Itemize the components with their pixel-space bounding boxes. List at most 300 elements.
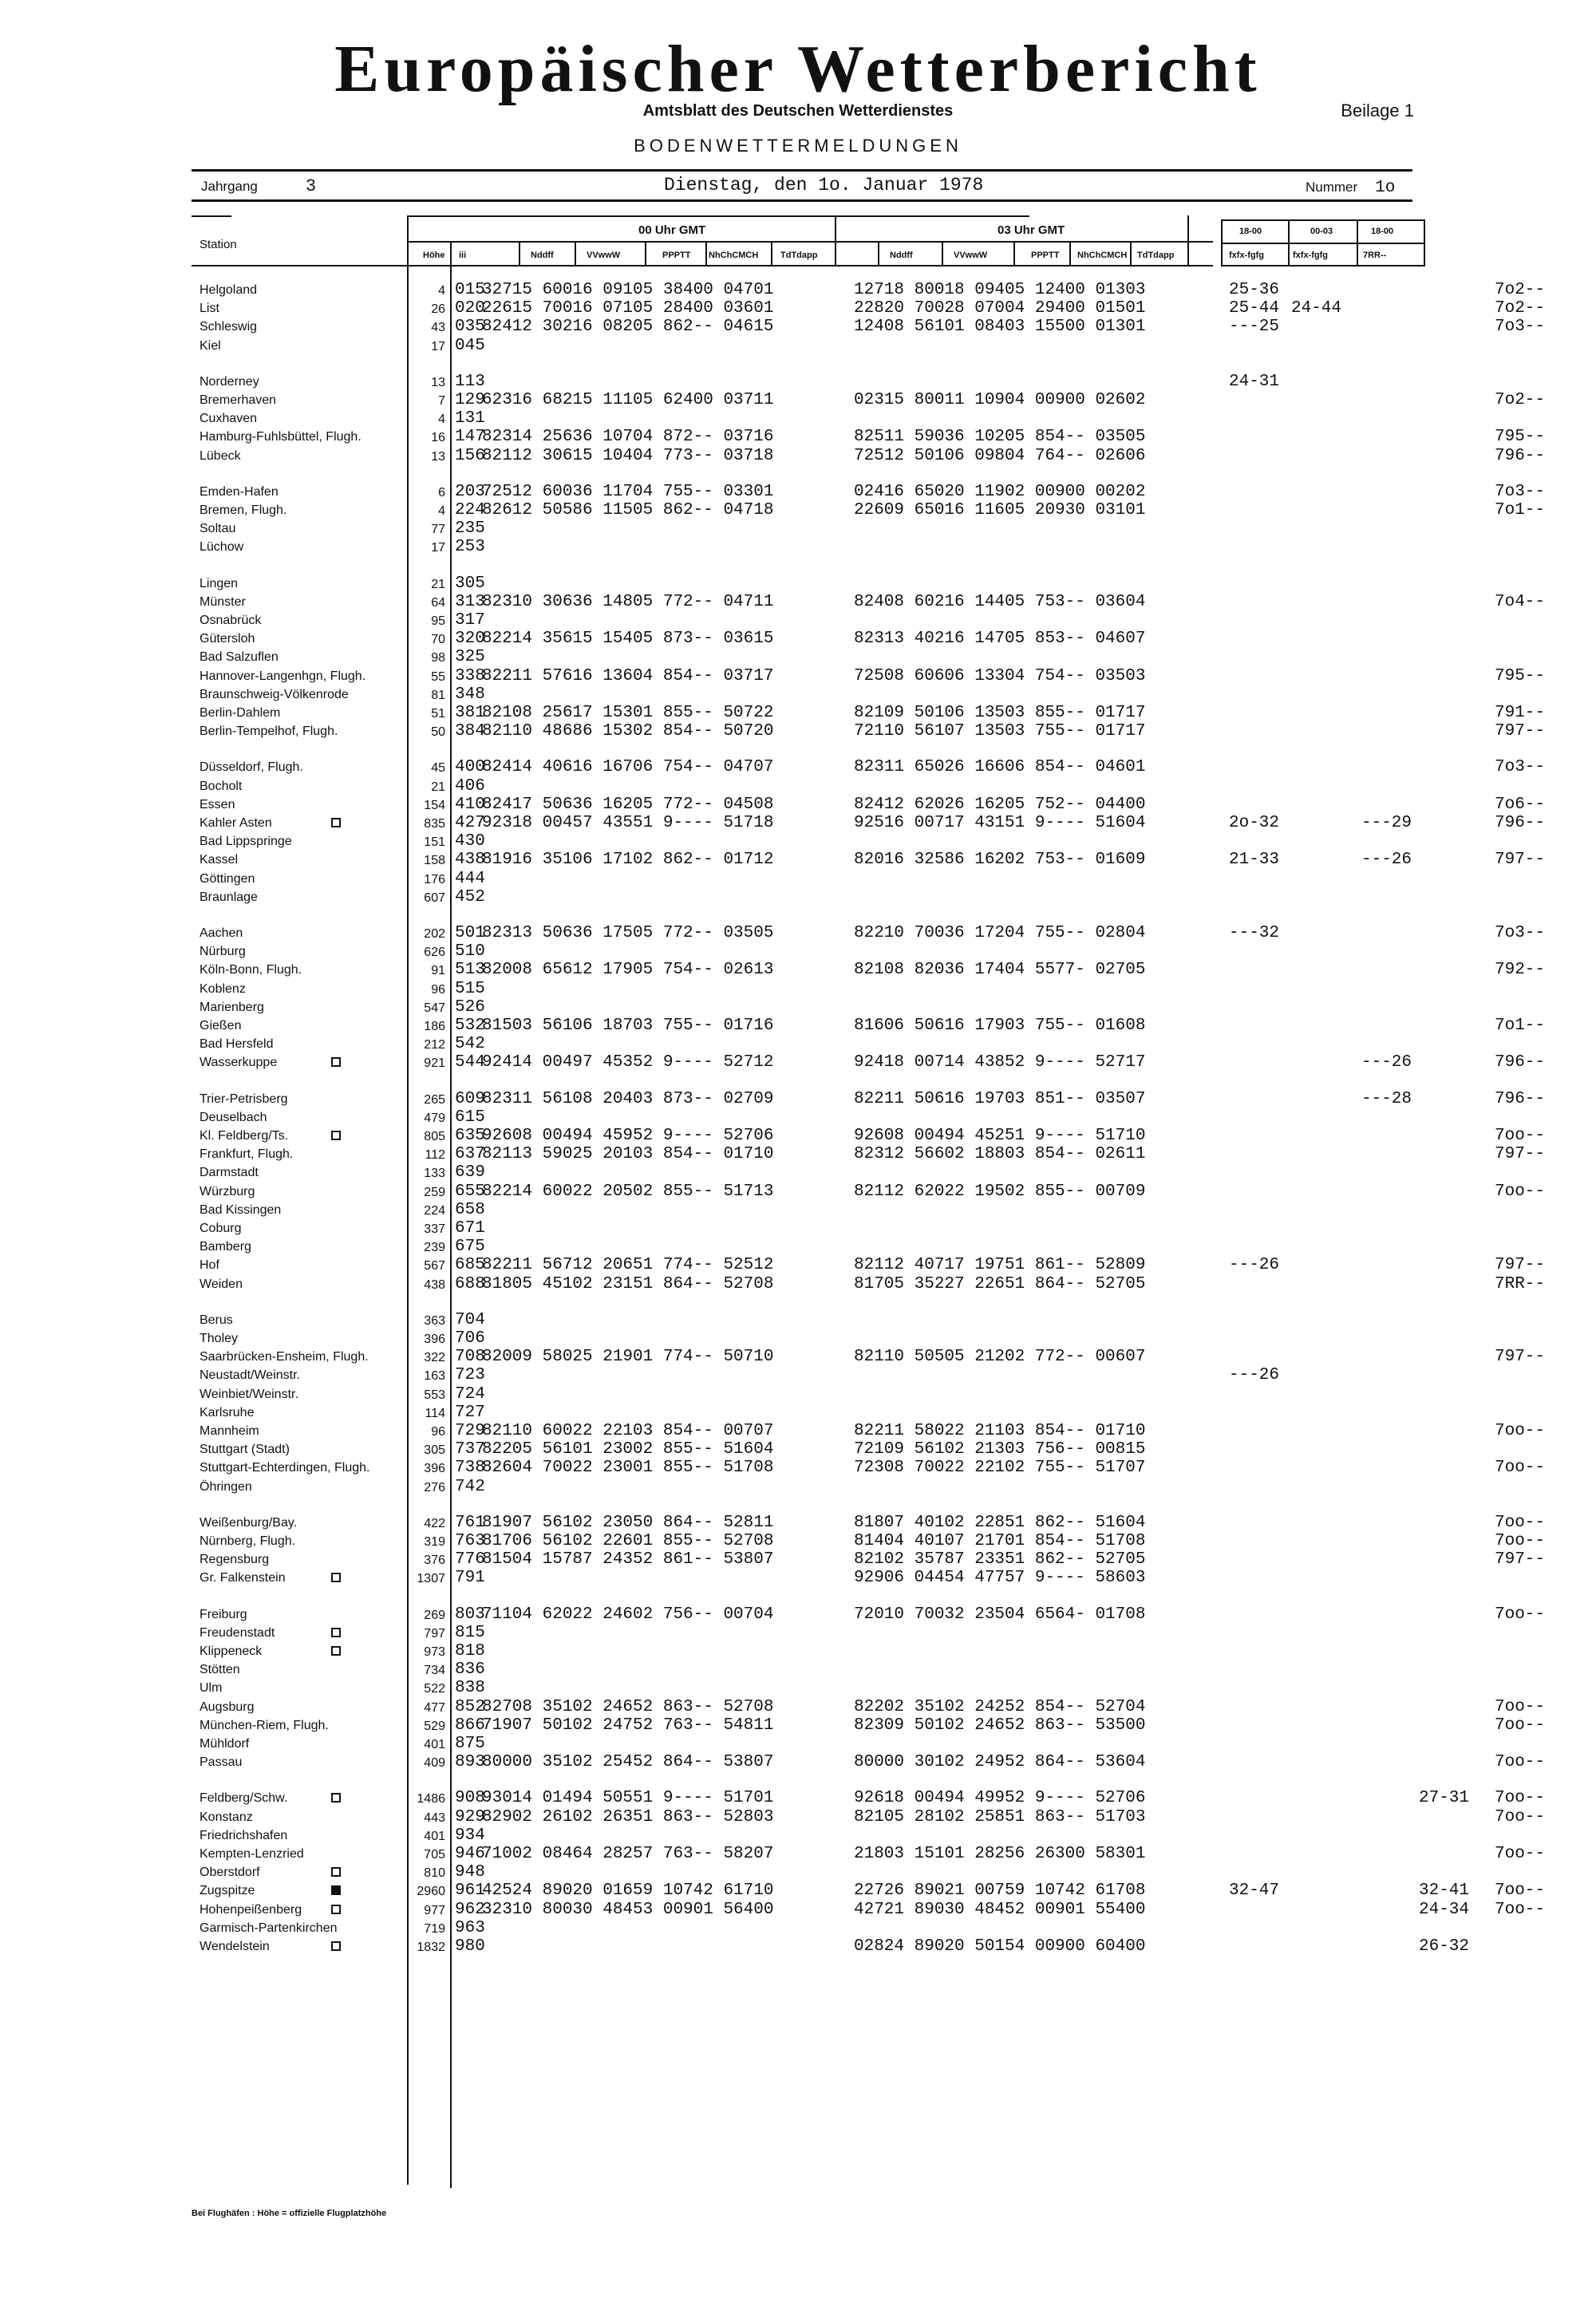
precip-group: 7oo-- xyxy=(1495,1753,1546,1772)
table-row xyxy=(192,777,1596,796)
square-icon xyxy=(331,1793,341,1802)
obs-00-gmt: 92608 00494 45952 9---- 52706 xyxy=(482,1127,774,1145)
col-x2: 00-03 xyxy=(1310,227,1333,236)
station-height: 154 xyxy=(424,798,445,812)
table-rule xyxy=(192,215,231,217)
table-row xyxy=(192,648,1596,666)
station-index: 513 xyxy=(455,961,485,980)
obs-00-gmt: 82214 60022 20502 855-- 51713 xyxy=(482,1182,774,1201)
table-row xyxy=(192,1789,1596,1807)
station-index: 235 xyxy=(455,519,485,539)
table-row xyxy=(192,1624,1596,1642)
table-row xyxy=(192,832,1596,851)
station-name: Koblenz xyxy=(200,981,246,996)
obs-00-gmt: 80000 35102 25452 864-- 53807 xyxy=(482,1753,774,1772)
obs-03-gmt: 02315 80011 10904 00900 02602 xyxy=(854,391,1146,409)
table-row xyxy=(192,1478,1596,1496)
obs-00-gmt: 71907 50102 24752 763-- 54811 xyxy=(482,1716,774,1735)
table-row xyxy=(192,1329,1596,1348)
table-row xyxy=(192,1660,1596,1679)
station-height: 422 xyxy=(424,1516,445,1530)
col-x1b: fxfx-fgfg xyxy=(1229,251,1264,260)
table-row xyxy=(192,1550,1596,1569)
station-index: 035 xyxy=(455,318,485,337)
table-row xyxy=(192,1735,1596,1753)
station-height: 322 xyxy=(424,1351,445,1365)
station-height: 607 xyxy=(424,890,445,905)
station-height: 77 xyxy=(431,523,445,537)
table-rule xyxy=(192,265,1213,267)
station-height: 547 xyxy=(424,1001,445,1015)
table-row xyxy=(192,1219,1596,1238)
table-row xyxy=(192,1642,1596,1660)
col-00-nddff: Nddff xyxy=(531,251,554,260)
table-rule xyxy=(878,241,879,265)
table-row xyxy=(192,1826,1596,1845)
station-name: Stötten xyxy=(200,1663,240,1677)
station-index: 510 xyxy=(455,942,485,961)
precip-group: 7o4-- xyxy=(1495,592,1546,611)
obs-03-gmt: 81807 40102 22851 862-- 51604 xyxy=(854,1513,1146,1532)
station-index: 934 xyxy=(455,1826,485,1845)
station-height: 1307 xyxy=(417,1572,445,1586)
table-row xyxy=(192,1716,1596,1735)
table-row xyxy=(192,447,1596,465)
precip-group: 797-- xyxy=(1495,722,1546,741)
table-row xyxy=(192,942,1596,961)
precip-group: 7oo-- xyxy=(1495,1127,1546,1145)
station-height: 973 xyxy=(424,1645,445,1659)
obs-00-gmt: 82112 30615 10404 773-- 03718 xyxy=(482,446,774,465)
header-rule-bottom xyxy=(192,199,1412,202)
table-rule xyxy=(1288,219,1290,265)
station-index: 929 xyxy=(455,1807,485,1826)
table-rule xyxy=(771,241,772,265)
station-name: Gütersloh xyxy=(200,632,255,646)
station-index: 761 xyxy=(455,1513,485,1532)
station-index: 639 xyxy=(455,1163,485,1183)
obs-00-gmt: 82313 50636 17505 772-- 03505 xyxy=(482,924,774,942)
station-name: Düsseldorf, Flugh. xyxy=(200,760,303,775)
table-row xyxy=(192,1163,1596,1182)
station-index: 803 xyxy=(455,1605,485,1624)
table-row xyxy=(192,1569,1596,1587)
station-name: Lüchow xyxy=(200,540,244,555)
station-height: 21 xyxy=(431,780,445,794)
station-index: 400 xyxy=(455,758,485,777)
obs-03-gmt: 82511 59036 10205 854-- 03505 xyxy=(854,428,1146,447)
station-height: 4 xyxy=(438,284,445,298)
obs-00-gmt: 93014 01494 50551 9---- 51701 xyxy=(482,1789,774,1808)
table-row xyxy=(192,1311,1596,1329)
station-name: Berus xyxy=(200,1313,233,1327)
station-name: Braunlage xyxy=(200,890,258,904)
station-name: Cuxhaven xyxy=(200,412,258,426)
station-height: 705 xyxy=(424,1848,445,1862)
square-icon xyxy=(331,1941,341,1951)
station-name: Zugspitze xyxy=(200,1884,255,1898)
station-name: Hannover-Langenhgn, Flugh. xyxy=(200,669,366,683)
station-height: 719 xyxy=(424,1921,445,1936)
table-row xyxy=(192,1919,1596,1937)
table-row xyxy=(192,1035,1596,1053)
precip-group: 7oo-- xyxy=(1495,1513,1546,1532)
station-height: 21 xyxy=(431,577,445,591)
station-name: Münster xyxy=(200,594,246,609)
precip-group: 795-- xyxy=(1495,666,1546,685)
table-row xyxy=(192,980,1596,998)
precip-group: 7oo-- xyxy=(1495,1697,1546,1716)
table-row xyxy=(192,1256,1596,1274)
table-row xyxy=(192,1459,1596,1477)
precip-group: 7oo-- xyxy=(1495,1845,1546,1863)
table-row xyxy=(192,870,1596,888)
station-height: 921 xyxy=(424,1056,445,1071)
station-index: 706 xyxy=(455,1329,485,1348)
table-row xyxy=(192,337,1596,355)
station-index: 317 xyxy=(455,611,485,630)
table-row xyxy=(192,1348,1596,1366)
table-rule xyxy=(1130,241,1132,265)
table-row xyxy=(192,538,1596,556)
col-03-ppptt: PPPTT xyxy=(1031,251,1060,260)
table-row xyxy=(192,1053,1596,1072)
obs-03-gmt: 82105 28102 25851 863-- 51703 xyxy=(854,1807,1146,1826)
nummer-value: 1o xyxy=(1375,179,1396,197)
station-name: Weinbiet/Weinstr. xyxy=(200,1387,298,1401)
station-height: 81 xyxy=(431,688,445,702)
obs-03-gmt: 92418 00714 43852 9---- 52717 xyxy=(854,1053,1146,1072)
station-index: 980 xyxy=(455,1937,485,1956)
obs-03-gmt: 02824 89020 50154 00900 60400 xyxy=(854,1937,1146,1956)
obs-03-gmt: 82211 58022 21103 854-- 01710 xyxy=(854,1422,1146,1440)
precip-group: 7oo-- xyxy=(1495,1900,1546,1919)
obs-03-gmt: 82311 65026 16606 854-- 04601 xyxy=(854,758,1146,777)
obs-03-gmt: 82312 56602 18803 854-- 02611 xyxy=(854,1145,1146,1164)
station-name: Stuttgart-Echterdingen, Flugh. xyxy=(200,1461,370,1475)
station-height: 91 xyxy=(431,964,445,978)
obs-00-gmt: 81503 56106 18703 755-- 01716 xyxy=(482,1017,774,1035)
station-name: Bremerhaven xyxy=(200,393,277,407)
station-name: Bad Salzuflen xyxy=(200,650,279,665)
station-name: Neustadt/Weinstr. xyxy=(200,1368,300,1383)
station-height: 13 xyxy=(431,375,445,389)
station-index: 384 xyxy=(455,722,485,741)
station-index: 729 xyxy=(455,1422,485,1440)
station-index: 852 xyxy=(455,1697,485,1716)
table-row xyxy=(192,428,1596,446)
obs-00-gmt: 82417 50636 16205 772-- 04508 xyxy=(482,795,774,814)
station-height: 1486 xyxy=(417,1792,445,1806)
table-rule xyxy=(575,241,576,265)
precip-group: 7oo-- xyxy=(1495,1459,1546,1478)
station-index: 791 xyxy=(455,1569,485,1588)
station-index: 410 xyxy=(455,795,485,814)
col-03-nddff: Nddff xyxy=(890,251,913,260)
station-height: 443 xyxy=(424,1810,445,1825)
station-name: Essen xyxy=(200,797,235,811)
table-rule xyxy=(705,241,707,265)
station-name: Mühldorf xyxy=(200,1737,250,1751)
obs-00-gmt: 82412 30216 08205 862-- 04615 xyxy=(482,318,774,337)
obs-03-gmt: 82102 35787 23351 862-- 52705 xyxy=(854,1550,1146,1570)
table-row xyxy=(192,998,1596,1017)
station-index: 348 xyxy=(455,685,485,704)
table-row xyxy=(192,611,1596,630)
col-x3b: 7RR-- xyxy=(1363,251,1387,260)
station-height: 797 xyxy=(424,1626,445,1641)
station-name: Göttingen xyxy=(200,871,255,886)
table-row xyxy=(192,1514,1596,1532)
station-index: 427 xyxy=(455,814,485,832)
table-rule xyxy=(407,215,1029,217)
station-height: 553 xyxy=(424,1388,445,1402)
table-row xyxy=(192,1404,1596,1422)
station-height: 276 xyxy=(424,1480,445,1494)
station-height: 438 xyxy=(424,1277,445,1292)
gust-18-00: 24-31 xyxy=(1229,372,1280,391)
station-height: 734 xyxy=(424,1664,445,1678)
obs-00-gmt: 22615 70016 07105 28400 03601 xyxy=(482,299,774,318)
station-height: 396 xyxy=(424,1462,445,1476)
obs-03-gmt: 22820 70028 07004 29400 01501 xyxy=(854,299,1146,318)
table-row xyxy=(192,1863,1596,1881)
obs-03-gmt: 81606 50616 17903 755-- 01608 xyxy=(854,1017,1146,1035)
station-height: 202 xyxy=(424,927,445,941)
station-index: 020 xyxy=(455,299,485,318)
col-00-ppptt: PPPTT xyxy=(662,251,691,260)
col-iii: iii xyxy=(459,251,467,260)
gust-alt: 27-31 xyxy=(1419,1789,1470,1808)
square-icon xyxy=(331,1867,341,1877)
precip-group: 797-- xyxy=(1495,1550,1546,1570)
obs-00-gmt: 81907 56102 23050 864-- 52811 xyxy=(482,1513,774,1532)
table-row xyxy=(192,758,1596,776)
station-index: 738 xyxy=(455,1459,485,1478)
station-height: 17 xyxy=(431,339,445,353)
station-name: Wendelstein xyxy=(200,1940,270,1953)
precip-group: 7oo-- xyxy=(1495,1532,1546,1550)
station-index: 961 xyxy=(455,1881,485,1901)
station-index: 893 xyxy=(455,1753,485,1772)
station-index: 305 xyxy=(455,574,485,593)
obs-00-gmt: 81706 56102 22601 855-- 52708 xyxy=(482,1532,774,1550)
table-row xyxy=(192,299,1596,318)
obs-03-gmt: 81404 40107 21701 854-- 51708 xyxy=(854,1532,1146,1550)
header-rule-top xyxy=(192,169,1412,172)
gust-alt: 26-32 xyxy=(1419,1937,1470,1956)
station-height: 6 xyxy=(438,485,445,499)
station-index: 615 xyxy=(455,1108,485,1127)
table-row xyxy=(192,1017,1596,1035)
obs-00-gmt: 32715 60016 09105 38400 04701 xyxy=(482,281,774,299)
table-row xyxy=(192,1937,1596,1956)
jahrgang-value: 3 xyxy=(305,176,317,196)
station-height: 835 xyxy=(424,817,445,831)
station-name: Lingen xyxy=(200,576,239,590)
precip-group: 7o2-- xyxy=(1495,281,1546,299)
precip-group: 7o1-- xyxy=(1495,501,1546,519)
table-row xyxy=(192,630,1596,648)
station-height: 96 xyxy=(431,1425,445,1439)
jahrgang xyxy=(201,176,316,196)
station-index: 452 xyxy=(455,887,485,906)
table-row xyxy=(192,1881,1596,1900)
col-00-tdtd: TdTdapp xyxy=(780,251,818,260)
station-name: Freiburg xyxy=(200,1607,247,1621)
precip-group: 796-- xyxy=(1495,446,1546,465)
page-title: Europäischer Wetterbericht xyxy=(334,32,1262,106)
obs-00-gmt: 72512 60036 11704 755-- 03301 xyxy=(482,482,774,501)
gust-18-00: ---26 xyxy=(1229,1366,1280,1385)
obs-03-gmt: 80000 30102 24952 864-- 53604 xyxy=(854,1753,1146,1772)
station-height: 977 xyxy=(424,1903,445,1917)
station-name: Emden-Hafen xyxy=(200,484,279,499)
station-index: 688 xyxy=(455,1274,485,1293)
station-height: 55 xyxy=(431,669,445,684)
col-00-nhch: NhChCMCH xyxy=(709,251,759,260)
square-icon xyxy=(331,818,341,827)
precip-group: 795-- xyxy=(1495,428,1546,447)
station-index: 838 xyxy=(455,1679,485,1698)
obs-03-gmt: 72308 70022 22102 755-- 51707 xyxy=(854,1459,1146,1478)
obs-00-gmt: 82110 48686 15302 854-- 50720 xyxy=(482,722,774,741)
station-index: 737 xyxy=(455,1440,485,1459)
obs-03-gmt: 82211 50616 19703 851-- 03507 xyxy=(854,1089,1146,1108)
station-name: Öhringen xyxy=(200,1479,252,1494)
obs-00-gmt: 82311 56108 20403 873-- 02709 xyxy=(482,1089,774,1108)
station-index: 742 xyxy=(455,1477,485,1496)
obs-00-gmt: 81805 45102 23151 864-- 52708 xyxy=(482,1274,774,1293)
station-index: 147 xyxy=(455,428,485,447)
station-index: 253 xyxy=(455,538,485,557)
filled-square-icon xyxy=(331,1885,341,1895)
station-index: 776 xyxy=(455,1550,485,1570)
table-row xyxy=(192,1275,1596,1293)
station-name: Mannheim xyxy=(200,1424,259,1438)
station-height: 409 xyxy=(424,1756,445,1771)
table-row xyxy=(192,519,1596,538)
col-x3: 18-00 xyxy=(1371,227,1394,236)
table-row xyxy=(192,281,1596,299)
station-name: Lübeck xyxy=(200,448,241,463)
table-rule xyxy=(835,215,836,265)
precip-group: 7o6-- xyxy=(1495,795,1546,814)
station-height: 16 xyxy=(431,431,445,445)
station-index: 704 xyxy=(455,1310,485,1329)
issue-date: Dienstag, den 1o. Januar 1978 xyxy=(664,175,984,195)
square-icon xyxy=(331,1057,341,1067)
station-height: 567 xyxy=(424,1259,445,1273)
gust-extra: ---29 xyxy=(1361,814,1412,832)
station-name: Braunschweig-Völkenrode xyxy=(200,687,349,701)
obs-03-gmt: 82309 50102 24652 863-- 53500 xyxy=(854,1716,1146,1735)
station-name: Klippeneck xyxy=(200,1645,263,1658)
table-row xyxy=(192,1090,1596,1108)
station-height: 239 xyxy=(424,1241,445,1255)
precip-group: 797-- xyxy=(1495,1348,1546,1367)
obs-03-gmt: 82112 62022 19502 855-- 00709 xyxy=(854,1182,1146,1201)
station-index: 875 xyxy=(455,1735,485,1753)
table-row xyxy=(192,704,1596,722)
precip-group: 7o3-- xyxy=(1495,482,1546,501)
station-index: 045 xyxy=(455,336,485,355)
gust-18-00: 21-33 xyxy=(1229,851,1280,870)
station-index: 818 xyxy=(455,1642,485,1660)
station-name: Kahler Asten xyxy=(200,816,272,830)
station-index: 637 xyxy=(455,1145,485,1164)
obs-00-gmt: 82214 35615 15405 873-- 03615 xyxy=(482,630,774,649)
station-index: 501 xyxy=(455,924,485,942)
obs-00-gmt: 82310 30636 14805 772-- 04711 xyxy=(482,592,774,611)
station-height: 26 xyxy=(431,302,445,317)
gust-00-03: 24-44 xyxy=(1291,299,1342,318)
table-rule xyxy=(942,241,943,265)
station-index: 655 xyxy=(455,1182,485,1201)
station-name: Feldberg/Schw. xyxy=(200,1791,288,1806)
obs-03-gmt: 02416 65020 11902 00900 00202 xyxy=(854,482,1146,501)
col-00-vvwww: VVwwW xyxy=(587,251,621,260)
precip-group: 796-- xyxy=(1495,1089,1546,1108)
obs-00-gmt: 92318 00457 43551 9---- 51718 xyxy=(482,814,774,832)
obs-03-gmt: 92516 00717 43151 9---- 51604 xyxy=(854,814,1146,832)
station-name: Darmstadt xyxy=(200,1166,259,1180)
station-index: 113 xyxy=(455,372,485,391)
precip-group: 796-- xyxy=(1495,814,1546,832)
station-index: 685 xyxy=(455,1256,485,1275)
square-icon xyxy=(331,1573,341,1582)
precip-group: 7o3-- xyxy=(1495,318,1546,337)
table-row xyxy=(192,373,1596,391)
table-row xyxy=(192,1532,1596,1550)
obs-00-gmt: 82314 25636 10704 872-- 03716 xyxy=(482,428,774,447)
gust-18-00: ---32 xyxy=(1229,924,1280,942)
station-height: 401 xyxy=(424,1829,445,1843)
station-name: Karlsruhe xyxy=(200,1405,255,1419)
gust-18-00: 25-36 xyxy=(1229,281,1280,299)
table-row xyxy=(192,391,1596,409)
station-index: 658 xyxy=(455,1200,485,1219)
precip-group: 791-- xyxy=(1495,704,1546,722)
table-row xyxy=(192,1679,1596,1697)
station-name: Passau xyxy=(200,1755,243,1770)
station-name: München-Riem, Flugh. xyxy=(200,1718,329,1732)
station-index: 438 xyxy=(455,851,485,870)
station-name: Köln-Bonn, Flugh. xyxy=(200,963,302,977)
obs-00-gmt: 82211 56712 20651 774-- 52512 xyxy=(482,1256,774,1275)
obs-03-gmt: 72010 70032 23504 6564- 01708 xyxy=(854,1605,1146,1624)
station-name: Würzburg xyxy=(200,1184,255,1198)
table-row xyxy=(192,318,1596,336)
obs-03-gmt: 82313 40216 14705 853-- 04607 xyxy=(854,630,1146,649)
table-row xyxy=(192,574,1596,593)
table-row xyxy=(192,1238,1596,1256)
precip-group: 7o1-- xyxy=(1495,1017,1546,1035)
station-index: 708 xyxy=(455,1348,485,1367)
precip-group: 7oo-- xyxy=(1495,1881,1546,1901)
obs-00-gmt: 82113 59025 20103 854-- 01710 xyxy=(482,1145,774,1164)
station-height: 7 xyxy=(438,394,445,408)
station-name: Hohenpeißenberg xyxy=(200,1902,302,1917)
obs-00-gmt: 82604 70022 23001 855-- 51708 xyxy=(482,1459,774,1478)
group-00-gmt: 00 Uhr GMT xyxy=(638,223,706,237)
nummer-label: Nummer xyxy=(1306,180,1358,195)
station-height: 1832 xyxy=(417,1941,445,1954)
station-height: 95 xyxy=(431,614,445,628)
table-rule xyxy=(407,241,1213,243)
station-name: Helgoland xyxy=(200,283,258,297)
station-index: 724 xyxy=(455,1384,485,1404)
